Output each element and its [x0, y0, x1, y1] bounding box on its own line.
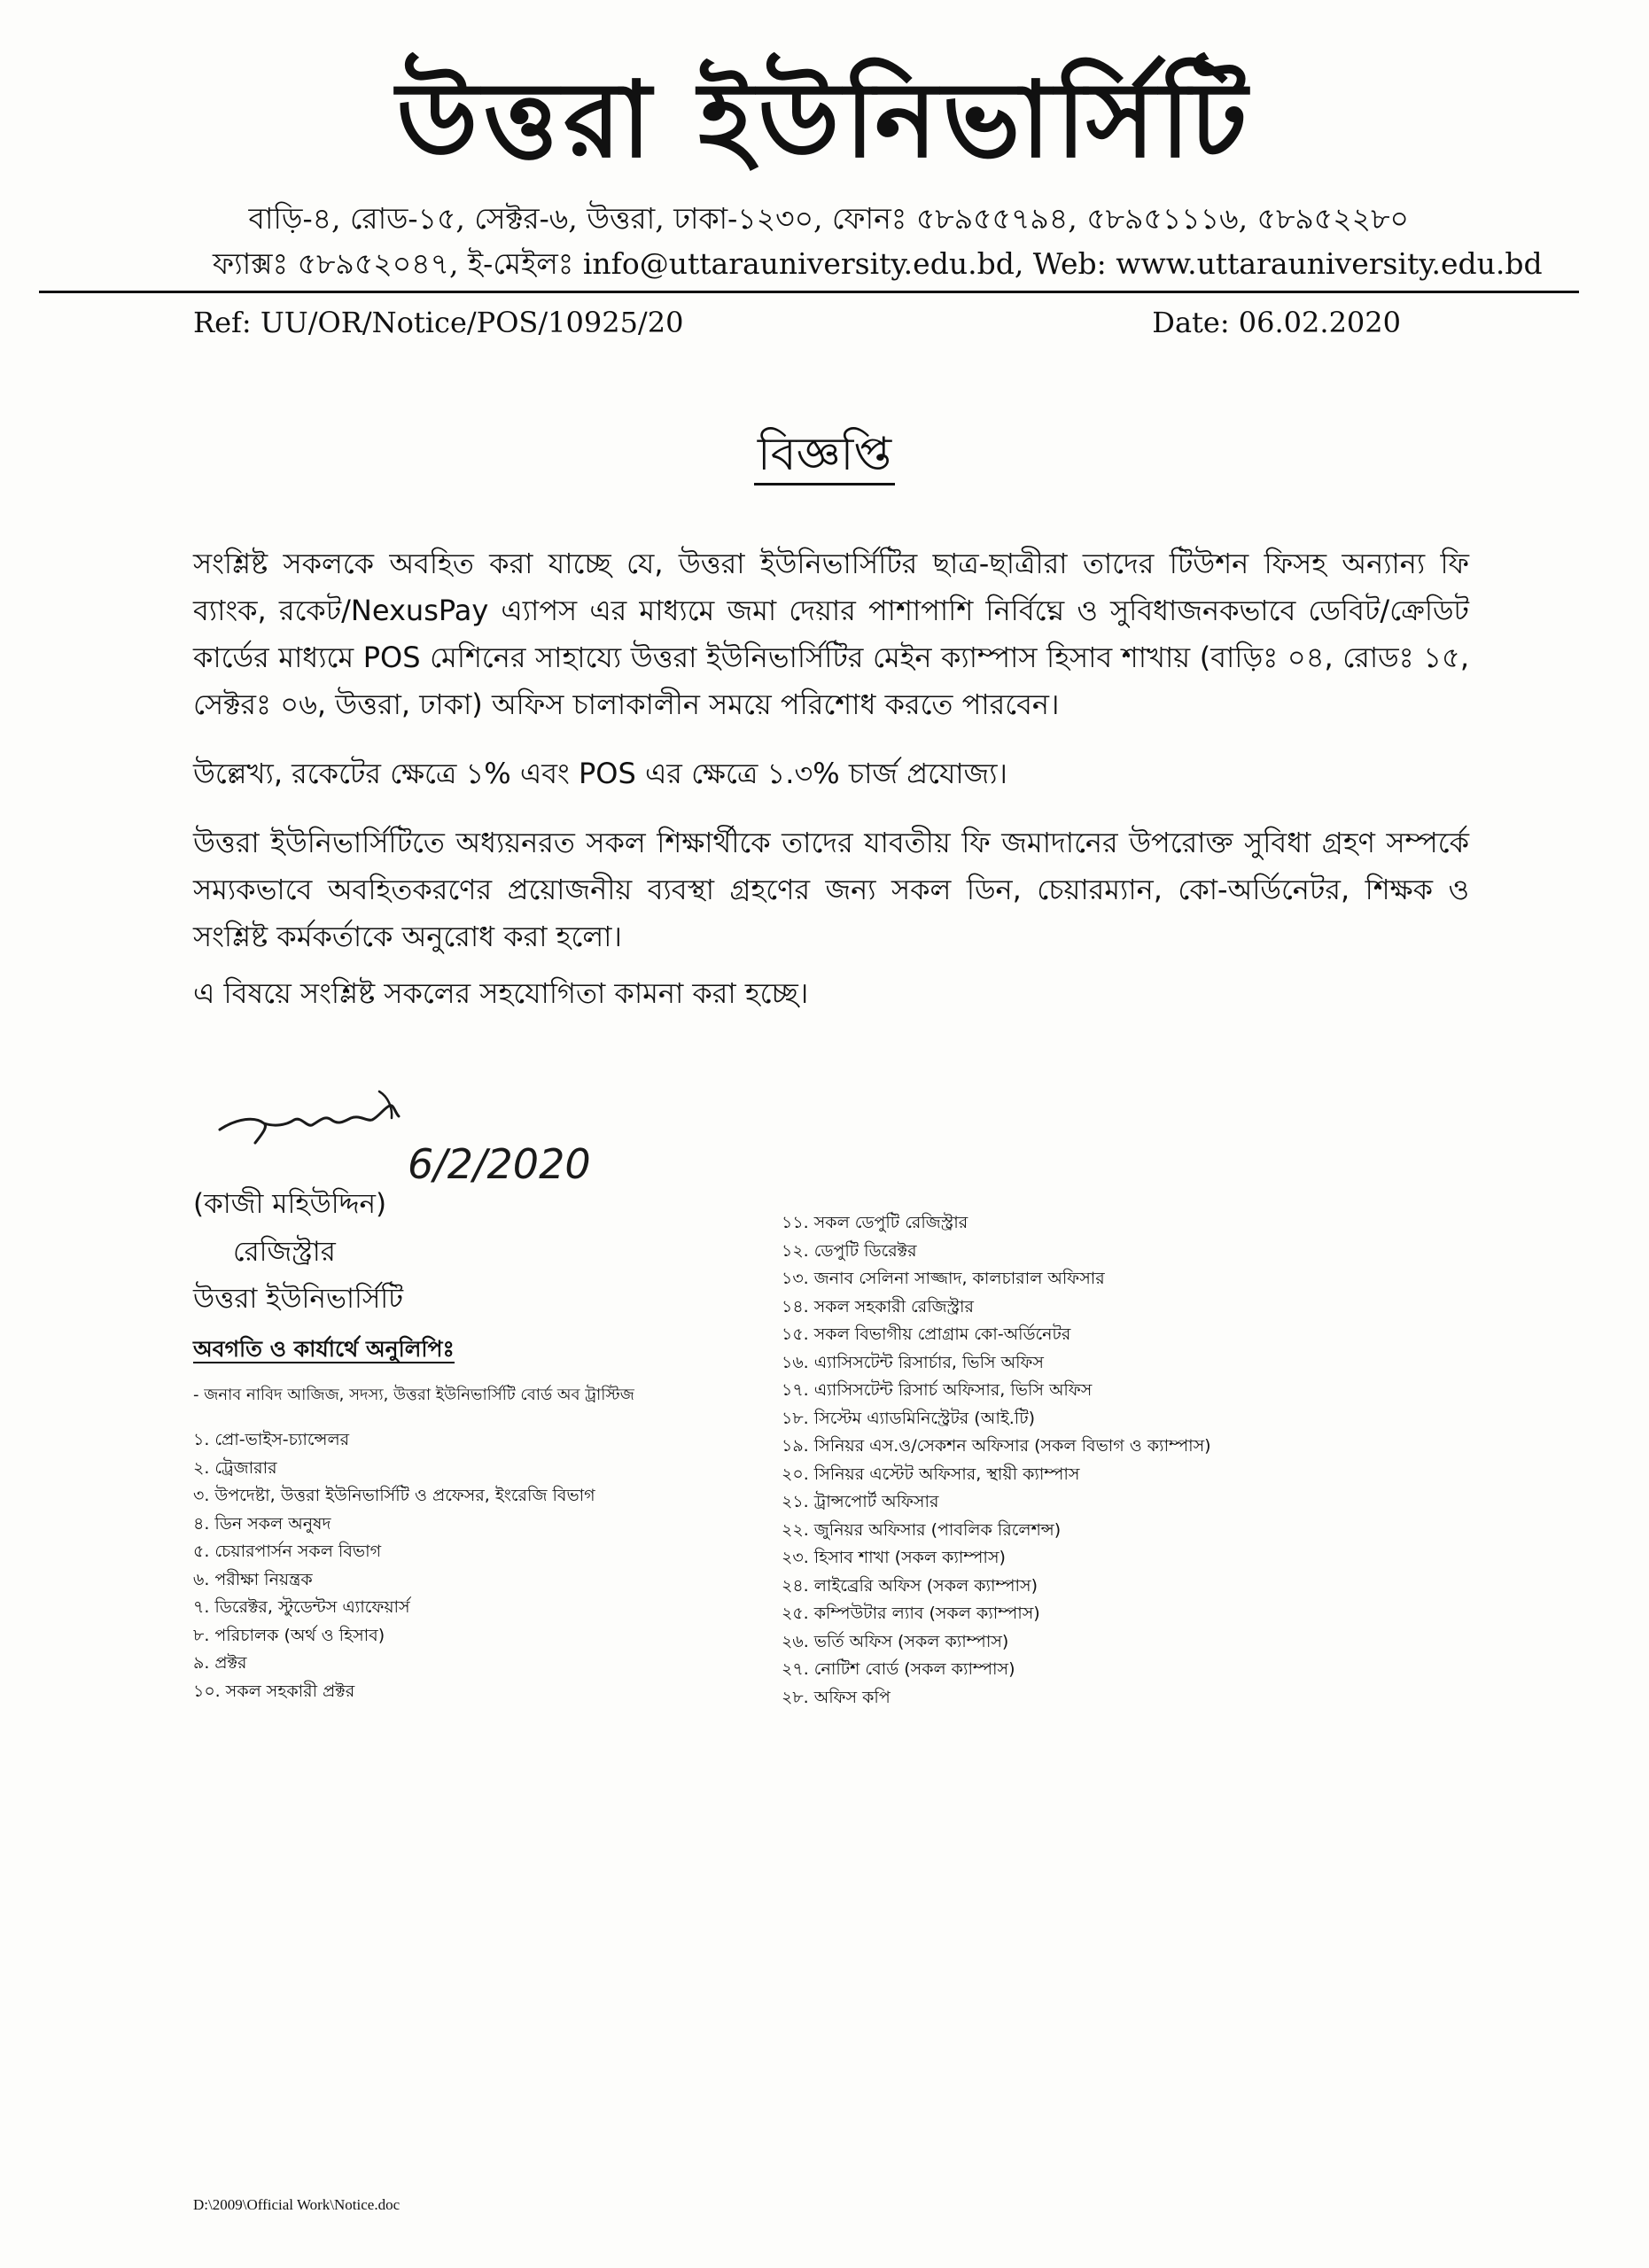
cc-item: ২৩. হিসাব শাখা (সকল ক্যাম্পাস): [782, 1548, 1006, 1567]
reference-number: Ref: UU/OR/Notice/POS/10925/20: [193, 306, 684, 339]
cc-item: ৬. পরীক্ষা নিয়ন্ত্রক: [193, 1569, 313, 1589]
cc-item: ২০. সিনিয়র এস্টেট অফিসার, স্থায়ী ক্যাম্পাস: [782, 1464, 1080, 1484]
body-paragraph: এ বিষয়ে সংশ্লিষ্ট সকলের সহযোগিতা কামনা করা হচ্ছে।: [193, 976, 809, 1010]
cc-item: ২৪. লাইব্রেরি অফিস (সকল ক্যাম্পাস): [782, 1575, 1038, 1596]
cc-item: ৭. ডিরেক্টর, স্টুডেন্টস এ্যাফেয়ার্স: [193, 1597, 410, 1617]
cc-item: ১৩. জনাব সেলিনা সাজ্জাদ, কালচারাল অফিসার: [782, 1269, 1105, 1288]
cc-item: ২১. ট্রান্সপোর্ট অফিসার: [782, 1492, 939, 1511]
cc-item: ১. প্রো-ভাইস-চ্যান্সেলর: [193, 1430, 350, 1449]
header-divider: [39, 291, 1579, 293]
contact-line: ফ্যাক্সঃ ৫৮৯৫২০৪৭, ই-মেইলঃ info@uttarauniversity.edu.bd, Web: www.uttarauniversity.edu.bd: [213, 246, 1543, 281]
cc-first-recipient: - জনাব নাবিদ আজিজ, সদস্য, উত্তরা ইউনিভার্সিটি বোর্ড অব ট্রাস্টিজ: [193, 1386, 634, 1404]
cc-item: ৫. চেয়ারপার্সন সকল বিভাগ: [193, 1542, 382, 1561]
cc-list-left: [193, 1426, 595, 1705]
cc-item: ২২. জুনিয়র অফিসার (পাবলিক রিলেশন্স): [782, 1519, 1062, 1540]
cc-item: ২. ট্রেজারার: [193, 1457, 277, 1478]
cc-item: ৩. উপদেষ্টা, উত্তরা ইউনিভার্সিটি ও প্রফেসর, ইংরেজি বিভাগ: [193, 1486, 595, 1505]
cc-item: ৮. পরিচালক (অর্থ ও হিসাব): [193, 1625, 385, 1645]
cc-item: ১২. ডেপুটি ডিরেক্টর: [782, 1240, 917, 1261]
cc-item: ২৬. ভর্তি অফিস (সকল ক্যাম্পাস): [782, 1631, 1009, 1651]
cc-item: ১৯. সিনিয়র এস.ও/সেকশন অফিসার (সকল বিভাগ ও ক্যাম্পাস): [782, 1436, 1211, 1456]
signature-date: 6/2/2020: [408, 1140, 591, 1188]
cc-item: ২৮. অফিস কপি: [782, 1687, 891, 1707]
signer-title: রেজিস্ট্রার: [233, 1236, 336, 1268]
cc-item: ৯. প্রক্টর: [193, 1653, 247, 1673]
body-paragraph: সংশ্লিষ্ট সকলকে অবহিত করা যাচ্ছে যে, উত্তরা ইউনিভার্সিটির ছাত্র-ছাত্রীরা তাদের টিউশন ফিসহ অন্যান্য ফি ব্যাংক, রকেট/NexusPay এ্যাপস এর মাধ্যমে জমা দেয়ার পাশাপাশি নির্বিঘ্নে ও সুবিধাজনকভাবে ডেবিট/ক্রেডিট কার্ডের মাধ্যমে POS মেশিনের সাহায্যে উত্তরা ইউনিভার্সিটির মেইন ক্যাম্পাস হিসাব শাখায় (বাড়িঃ ০৪, রোডঃ ১৫, সেক্টরঃ ০৬, উত্তরা, ঢাকা) অফিস চালাকালীন সময়ে পরিশোধ করতে পারবেন।: [193, 547, 1469, 721]
cc-list-right: [782, 1209, 1211, 1712]
notice-date: Date: 06.02.2020: [1152, 306, 1401, 339]
cc-item: ১৪. সকল সহকারী রেজিস্ট্রার: [782, 1296, 974, 1317]
cc-item: ২৭. নোটিশ বোর্ড (সকল ক্যাম্পাস): [782, 1659, 1015, 1679]
cc-item: ১৫. সকল বিভাগীয় প্রোগ্রাম কো-অর্ডিনেটর: [782, 1324, 1071, 1344]
file-path-footer: D:\2009\Official Work\Notice.doc: [193, 2196, 401, 2213]
body-paragraph: উত্তরা ইউনিভার্সিটিতে অধ্যয়নরত সকল শিক্ষার্থীকে তাদের যাবতীয় ফি জমাদানের উপরোক্ত সুবিধা গ্রহণ সম্পর্কে সম্যকভাবে অবহিতকরণের প্রয়োজনীয় ব্যবস্থা গ্রহণের জন্য সকল ডিন, চেয়ারম্যান, কো-অর্ডিনেটর, শিক্ষক ও সংশ্লিষ্ট কর্মকর্তাকে অনুরোধ করা হলো।: [193, 826, 1470, 953]
signer-organization: উত্তরা ইউনিভার্সিটি: [193, 1283, 404, 1315]
cc-item: ২৫. কম্পিউটার ল্যাব (সকল ক্যাম্পাস): [782, 1604, 1040, 1623]
cc-item: ১৬. এ্যাসিসটেন্ট রিসার্চার, ভিসি অফিস: [782, 1352, 1044, 1372]
cc-item: ১৭. এ্যাসিসটেন্ট রিসার্চ অফিসার, ভিসি অফিস: [782, 1380, 1093, 1400]
notice-heading-text: বিজ্ঞপ্তি: [754, 428, 895, 485]
cc-item: ৪. ডিন সকল অনুষদ: [193, 1513, 331, 1534]
address-line: বাড়ি-৪, রোড-১৫, সেক্টর-৬, উত্তরা, ঢাকা-১২৩০, ফোনঃ ৫৮৯৫৫৭৯৪, ৫৮৯৫১১১৬, ৫৮৯৫২২৮০: [248, 201, 1409, 236]
cc-item: ১০. সকল সহকারী প্রক্টর: [193, 1681, 355, 1701]
university-title: উত্তরা ইউনিভার্সিটি: [396, 58, 1253, 181]
notice-heading: [0, 423, 1649, 485]
signer-name: (কাজী মহিউদ্দিন): [193, 1188, 387, 1220]
body-paragraph: উল্লেখ্য, রকেটের ক্ষেত্রে ১% এবং POS এর ক্ষেত্রে ১.৩% চার্জ প্রযোজ্য।: [193, 757, 1008, 790]
cc-heading-text: অবগতি ও কার্যার্থে অনুলিপিঃ: [193, 1336, 455, 1362]
cc-item: ১৮. সিস্টেম এ্যাডমিনিস্ট্রেটর (আই.টি): [782, 1408, 1035, 1428]
cc-item: ১১. সকল ডেপুটি রেজিস্ট্রার: [782, 1213, 968, 1232]
cc-heading: [193, 1333, 455, 1365]
